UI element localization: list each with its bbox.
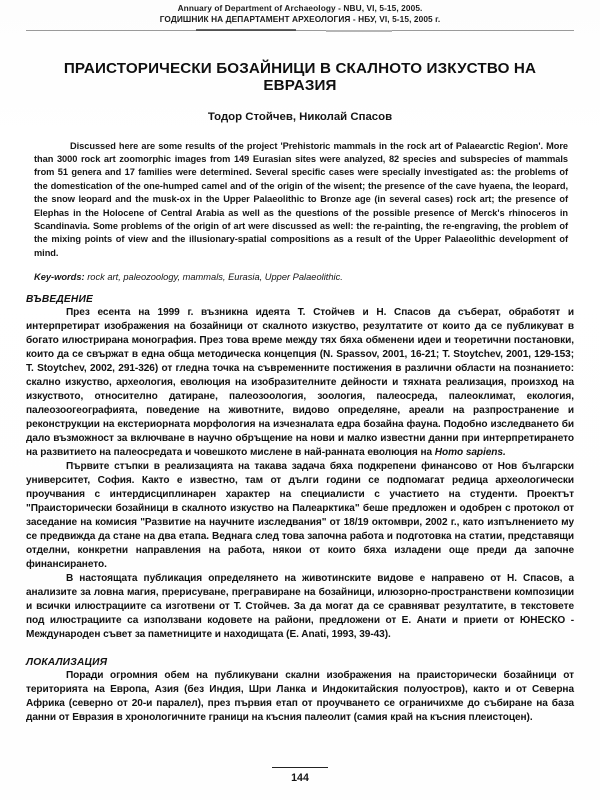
- paragraph-intro-2: Първите стъпки в реализацията на такава задача бяха подкрепени финансово от Нов български университет, София. Както е известно, там от дълги години се подпомагат редица археологически проучвания с интердисциплинарен характер на специалисти с участието на студенти. Проектът "Праисторически бозайници в скалното изкуство на Палеарктика" беше предложен и одобрен с протокол от заседание на комисия "Развитие на научните изследвания" от 18/19 октомври, 2002 г., като изпълнението му се предвижда да стане на два етапа. Веднага след това започна работа и подготовка на статии, представящи отделни, конкретни направления на работа, някои от които бяха изладени още преди да започне финансирането.: [26, 461, 574, 571]
- section-heading-introduction: ВЪВЕДЕНИЕ: [26, 294, 93, 306]
- page-footer: [0, 767, 600, 785]
- running-head-english: Annuary of Department of Archaeology - NBU, VI, 5-15, 2005.: [177, 3, 423, 13]
- footer-divider: [272, 767, 328, 769]
- header-divider-smudge-right: [326, 30, 392, 32]
- paragraph-intro-1-text: През есента на 1999 г. възникна идеята Т. Стойчев и Н. Спасов да съберат, обработят и интерпретират изображения на бозайници от скалното изкуство, резултатите от които да се публикуват в богато илюстрирана монография. През това време между тях бяха обменени идеи и теоретични постановки, които да се свържат в една обща методическа концепция (N. Spassov, 2001, 16-21; T. Stoytchev, 2001, 129-153; T. Stoytchev, 2002, 291-326) от гледна точка на съвременните постижения в различни области на познанието: скално изкуство, археология, еволюция на изобразителните дейности и тяхната реализация, произход на изкуството, относително датиране, палеозоология, зоология, палеосреда, палеоклимат, екология, палеозоогеографията, поведение на животните, видово определяне, ареали на разпространение и реконструкции на екстериорната морфология на изчезналата едра бозайна фауна. Подобно изследването би дало възможност за включване в научно обръщение на нови и малко известни данни при интерпретирането на развитието на палеосредата и човешкото мислене в най-ранната еволюция на: [26, 307, 574, 459]
- article-authors: Тодор Стойчев, Николай Спасов: [207, 110, 393, 123]
- paragraph-localization-1: Поради огромния обем на публикувани скални изображения на праисторически бозайници от територията на Европа, Азия (без Индия, Шри Ланка и Индокитайския полуостров), както и от Северна Африка (северно от 20-и паралел), през първия етап от проучването се ограничихме до събиране на база данни от Евразия в хронологичните граници на късния палеолит (самия край на късния плеистоцен).: [26, 670, 574, 724]
- keywords-label: Key-words:: [34, 272, 85, 283]
- section-heading-localization: ЛОКАЛИЗАЦИЯ: [26, 657, 108, 669]
- running-head-bulgarian: ГОДИШНИК НА ДЕПАРТАМЕНТ АРХЕОЛОГИЯ - НБУ, VI, 5-15, 2005 г.: [159, 13, 441, 24]
- keywords-value: rock art, paleozoology, mammals, Eurasia, Upper Palaeolithic.: [84, 272, 343, 283]
- keywords-line: [26, 272, 574, 282]
- paragraph-intro-1: [26, 306, 574, 460]
- page-number: 144: [291, 772, 309, 784]
- header-divider-line: [26, 30, 574, 31]
- abstract-text: Discussed here are some results of the project 'Prehistoric mammals in the rock art of Palaearctic Region'. More than 3000 rock art zoomorphic images from 149 Eurasian sites were analyzed, 82 species and subspecies of mammals from 51 genera and 17 families were determined. Several specific cases were specially investigated as: the problems of the domestication of the one-humped camel and of the origin of the wisent; the presence of the cave hyaena, the leopard, the snow leopard and the musk-ox in the Upper Palaeolithic to Bronze age (in several cases) rock art; the presence of Elephas in the Holocene of Central Arabia as well as the questions of the possible presence of Merck's rhinoceros in Scandinavia. Some problems of the origin of art were discussed as well: the re-painting, the re-engraving, the problem of the mixing points of view and the illusionary-spatial compositions as a result of the Upper Palaeolithic development of mind.: [34, 140, 568, 258]
- page-title: ПРАИСТОРИЧЕСКИ БОЗАЙНИЦИ В СКАЛНОТО ИЗКУСТВО НА ЕВРАЗИЯ: [63, 59, 537, 94]
- paragraph-intro-1-italic-tail: Homo sapiens.: [434, 447, 506, 459]
- paragraph-intro-3: В настоящата публикация определянето на животинските видове е направено от Н. Спасов, а анализите за ловна магия, прерисуване, прегравиране на бозайници, илюзорно-пространствени композиции и всички илюстрациите са изготвени от Т. Стойчев. За да могат да се сравняват резултатите, в текстовете под илюстрациите са използвани кодовете на райони, предложени от Е. Анати и приети от ЮНЕСКО - Международен съвет за паметниците и находищата (E. Anati, 1993, 39-43).: [26, 573, 574, 641]
- header-divider: [26, 29, 574, 32]
- header-divider-smudge-left: [196, 29, 296, 31]
- running-head: [26, 4, 574, 25]
